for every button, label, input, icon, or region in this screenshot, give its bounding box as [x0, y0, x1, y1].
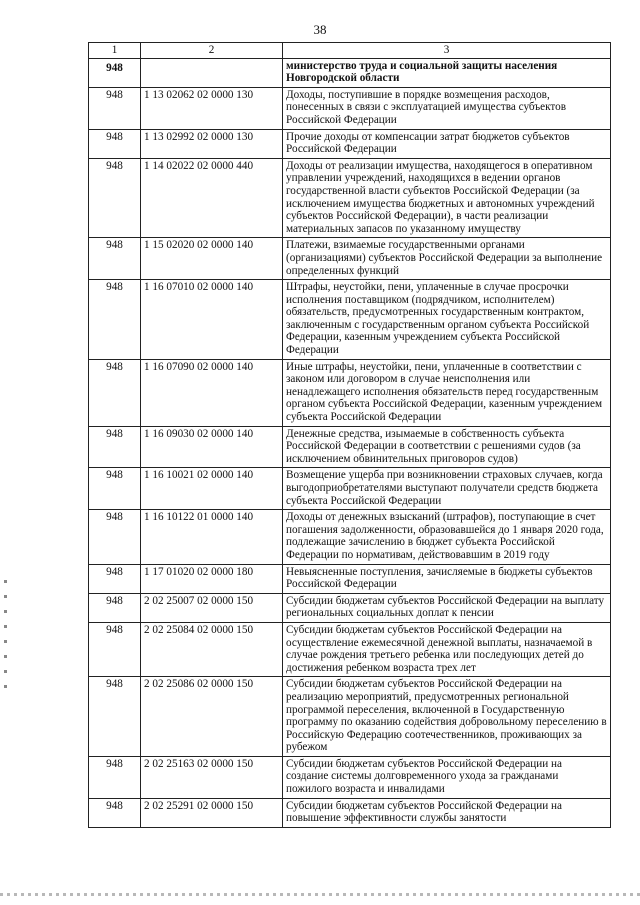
- admin-code-cell: 948: [89, 593, 141, 622]
- header-col-1: 1: [89, 43, 141, 59]
- budget-code-cell: 2 02 25086 02 0000 150: [141, 677, 283, 757]
- table-row: [89, 359, 611, 426]
- budget-code-cell: 1 16 10122 01 0000 140: [141, 510, 283, 564]
- budget-code-cell: 1 16 09030 02 0000 140: [141, 426, 283, 468]
- table-header: [89, 43, 611, 59]
- revenue-name-cell: Субсидии бюджетам субъектов Российской Федерации на создание системы долговременного ухода за гражданами пожилого возраста и инвалидами: [283, 756, 611, 798]
- header-col-2: 2: [141, 43, 283, 59]
- scan-edge-noise: [0, 893, 640, 896]
- revenue-name-cell: Платежи, взимаемые государственными органами (организациями) субъектов Российской Федерации за выполнение определенных функций: [283, 238, 611, 280]
- table-row: [89, 564, 611, 593]
- revenue-name-cell: Прочие доходы от компенсации затрат бюджетов субъектов Российской Федерации: [283, 129, 611, 158]
- admin-code-cell: 948: [89, 622, 141, 676]
- table-row: [89, 798, 611, 827]
- budget-code-cell: 1 13 02062 02 0000 130: [141, 87, 283, 129]
- table-body: [89, 58, 611, 827]
- table-row: [89, 677, 611, 757]
- revenue-name-cell: Субсидии бюджетам субъектов Российской Федерации на повышение эффективности службы занятости: [283, 798, 611, 827]
- budget-code-cell: 1 15 02020 02 0000 140: [141, 238, 283, 280]
- revenue-name-cell: Доходы от реализации имущества, находящегося в оперативном управлении учреждений, находящихся в ведении органов государственной власти субъектов Российской Федерации (за исключением имущества бюджетных и автономных учреждений субъектов Российской Федерации), в части реализации материальных запасов по указанному имуществу: [283, 158, 611, 238]
- admin-code-cell: 948: [89, 238, 141, 280]
- revenue-name-cell: Субсидии бюджетам субъектов Российской Федерации на реализацию мероприятий, предусмотренных региональной программой переселения, включенной в Государственную программу по оказанию содействия добровольному переселению в Российскую Федерацию соотечественников, проживающих за рубежом: [283, 677, 611, 757]
- admin-code-cell: 948: [89, 280, 141, 360]
- admin-code-cell: 948: [89, 87, 141, 129]
- budget-code-cell: 1 17 01020 02 0000 180: [141, 564, 283, 593]
- table-row: [89, 468, 611, 510]
- table-row: [89, 593, 611, 622]
- revenue-name-cell: Штрафы, неустойки, пени, уплаченные в случае просрочки исполнения поставщиком (подрядчиком, исполнителем) обязательств, предусмотренных государственным контрактом, заключенным с государственным органом субъекта Российской Федерации, казенным учреждением субъекта Российской Федерации: [283, 280, 611, 360]
- admin-code-cell: 948: [89, 510, 141, 564]
- admin-code-cell: 948: [89, 158, 141, 238]
- revenue-name-cell: Денежные средства, изымаемые в собственность субъекта Российской Федерации в соответствии с решениями судов (за исключением обвинительных приговоров судов): [283, 426, 611, 468]
- table-row: [89, 158, 611, 238]
- admin-code-cell: 948: [89, 677, 141, 757]
- revenue-name-cell: Возмещение ущерба при возникновении страховых случаев, когда выгодоприобретателями выступают получатели средств бюджета субъекта Российской Федерации: [283, 468, 611, 510]
- budget-code-cell: 1 16 07010 02 0000 140: [141, 280, 283, 360]
- table-row: [89, 129, 611, 158]
- table-row: [89, 238, 611, 280]
- admin-code-cell: 948: [89, 359, 141, 426]
- budget-code-cell: 2 02 25291 02 0000 150: [141, 798, 283, 827]
- admin-code-cell: 948: [89, 468, 141, 510]
- table-row: [89, 280, 611, 360]
- budget-code-cell: 1 14 02022 02 0000 440: [141, 158, 283, 238]
- budget-code-cell: 2 02 25007 02 0000 150: [141, 593, 283, 622]
- page-number: 38: [313, 22, 327, 37]
- budget-code-cell: 1 13 02992 02 0000 130: [141, 129, 283, 158]
- revenue-name-cell: Субсидии бюджетам субъектов Российской Федерации на выплату региональных социальных доплат к пенсии: [283, 593, 611, 622]
- budget-code-cell: 2 02 25084 02 0000 150: [141, 622, 283, 676]
- admin-code-cell: 948: [89, 756, 141, 798]
- budget-code-cell: 2 02 25163 02 0000 150: [141, 756, 283, 798]
- revenue-name-cell: Доходы, поступившие в порядке возмещения расходов, понесенных в связи с эксплуатацией имущества субъектов Российской Федерации: [283, 87, 611, 129]
- admin-code-cell: 948: [89, 129, 141, 158]
- table-row: [89, 426, 611, 468]
- section-title: министерство труда и социальной защиты населения Новгородской области: [283, 58, 611, 87]
- admin-code-cell: 948: [89, 564, 141, 593]
- admin-code-cell: 948: [89, 426, 141, 468]
- revenue-name-cell: Субсидии бюджетам субъектов Российской Федерации на осуществление ежемесячной денежной выплаты, назначаемой в случае рождения третьего ребенка или последующих детей до достижения ребенком возраста трех лет: [283, 622, 611, 676]
- table-row: [89, 756, 611, 798]
- table-row: [89, 87, 611, 129]
- revenue-name-cell: Доходы от денежных взысканий (штрафов), поступающие в счет погашения задолженности, образовавшейся до 1 января 2020 года, подлежащие зачислению в бюджет субъекта Российской Федерации по нормативам, действовавшим в 2019 году: [283, 510, 611, 564]
- table-row: [89, 622, 611, 676]
- revenue-name-cell: Иные штрафы, неустойки, пени, уплаченные в соответствии с законом или договором в случае неисполнения или ненадлежащего исполнения обязательств перед государственным органом субъекта Российской Федерации, казенным учреждением субъекта Российской Федерации: [283, 359, 611, 426]
- table-row: [89, 510, 611, 564]
- header-col-3: 3: [283, 43, 611, 59]
- section-row: [89, 58, 611, 87]
- revenue-codes-table: [88, 42, 611, 828]
- budget-code-cell: 1 16 10021 02 0000 140: [141, 468, 283, 510]
- budget-code-cell: 1 16 07090 02 0000 140: [141, 359, 283, 426]
- section-code-cell: [141, 58, 283, 87]
- admin-code-cell: 948: [89, 798, 141, 827]
- margin-marks: [4, 580, 10, 710]
- revenue-name-cell: Невыясненные поступления, зачисляемые в бюджеты субъектов Российской Федерации: [283, 564, 611, 593]
- section-admin-code: 948: [89, 58, 141, 87]
